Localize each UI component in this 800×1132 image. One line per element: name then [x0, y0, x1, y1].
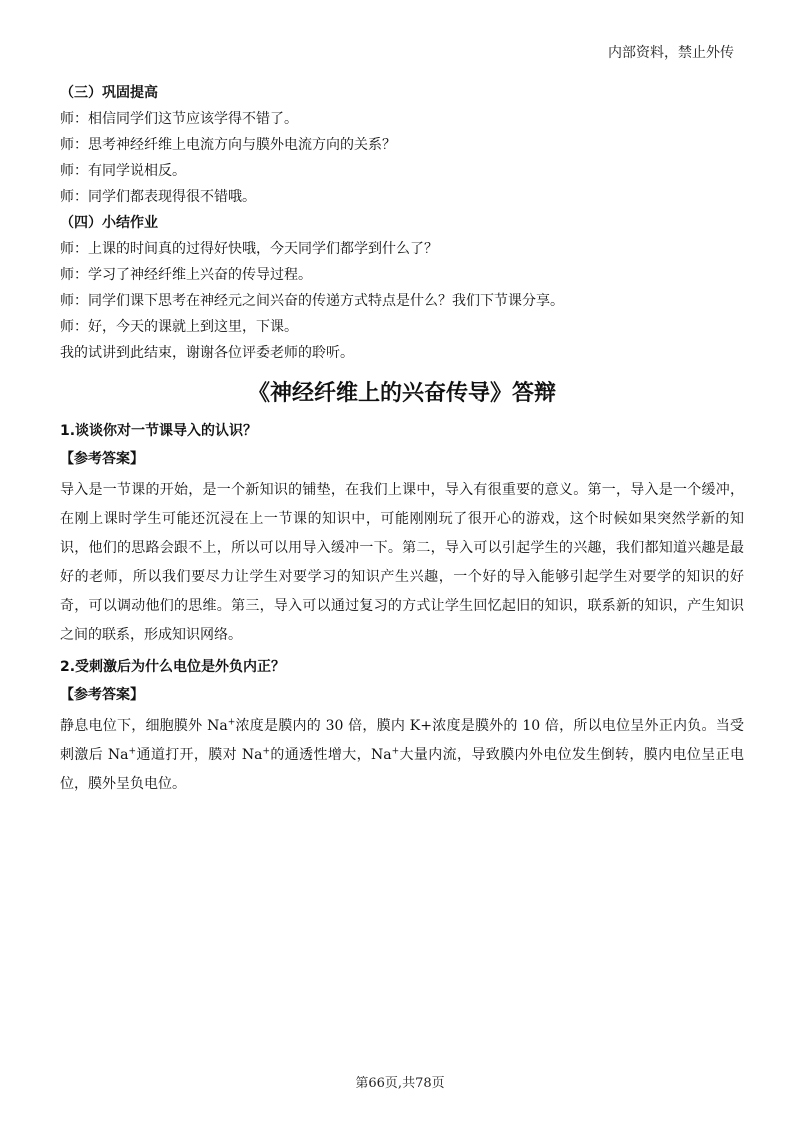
dialogue-line: 师：同学们课下思考在神经元之间兴奋的传递方式特点是什么？我们下节课分享。	[60, 293, 564, 309]
page-number: 第66页,共78页	[355, 1076, 445, 1091]
answer-label-1: 【参考答案】	[60, 451, 144, 467]
dialogue-line: 师：相信同学们这节应该学得不错了。	[60, 111, 298, 127]
section-heading-summary: （四）小结作业	[60, 215, 158, 231]
dialogue-line: 师：学习了神经纤维上兴奋的传导过程。	[60, 267, 312, 283]
question-2: 2.受刺激后为什么电位是外负内正？	[60, 659, 286, 675]
answer-1: 导入是一节课的开始，是一个新知识的铺垫，在我们上课中，导入有很重要的意义。第一，导入是一个缓冲，在刚上课时学生可能还沉浸在上一节课的知识中，可能刚刚玩了很开心的游戏，这个时候如果突然学新的知识，他们的思路会跟不上，所以可以用导入缓冲一下。第二，导入可以引起学生的兴趣，我们都知道兴趣是最好的老师，所以我们要尽力让学生对要学习的知识产生兴趣，一个好的导入能够引起学生对要学的知识的好奇，可以调动他们的思维。第三，导入可以通过复习的方式让学生回忆起旧的知识，联系新的知识，产生知识之间的联系，形成知识网络。	[60, 482, 744, 643]
page-content	[60, 80, 744, 799]
section-heading-consolidation: （三）巩固提高	[60, 85, 158, 101]
dialogue-line: 师：上课的时间真的过得好快哦，今天同学们都学到什么了？	[60, 241, 438, 257]
dialogue-line: 师：思考神经纤维上电流方向与膜外电流方向的关系？	[60, 137, 396, 153]
dialogue-line: 师：好，今天的课就上到这里，下课。	[60, 319, 298, 335]
answer-label-2: 【参考答案】	[60, 687, 144, 703]
closing-line: 我的试讲到此结束，谢谢各位评委老师的聆听。	[60, 345, 354, 361]
dialogue-line: 师：同学们都表现得很不错哦。	[60, 189, 256, 205]
document-title: 《神经纤维上的兴奋传导》答辩	[247, 381, 556, 406]
question-1: 1.谈谈你对一节课导入的认识？	[60, 423, 258, 439]
answer-2: 静息电位下，细胞膜外 Na+浓度是膜内的 30 倍，膜内 K+浓度是膜外的 10 倍，所以电位呈外正内负。当受刺激后 Na+通道打开，膜对 Na+的通透性增大，Na+大量内流，导致膜内外电位发生倒转，膜内电位呈正电位，膜外呈负电位。	[60, 717, 745, 792]
dialogue-line: 师：有同学说相反。	[60, 163, 186, 179]
header-confidential-note: 内部资料，禁止外传	[608, 45, 734, 61]
